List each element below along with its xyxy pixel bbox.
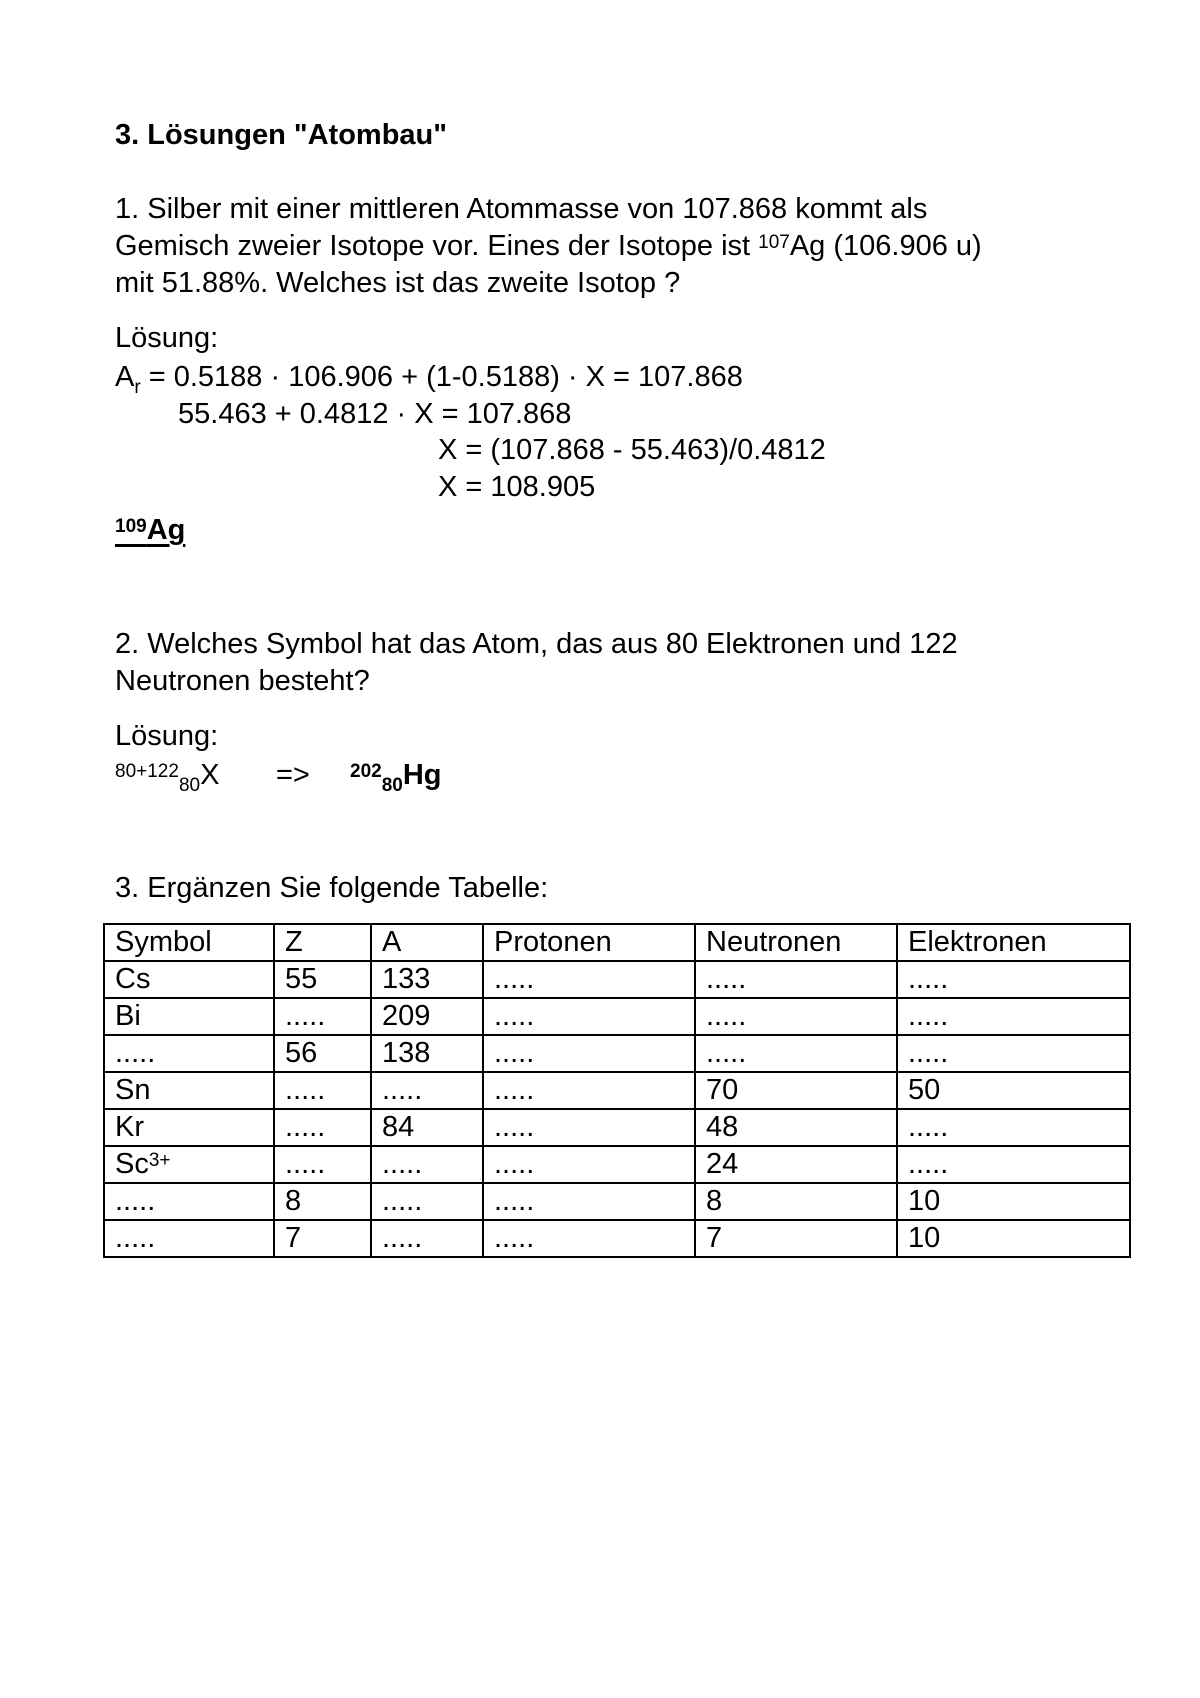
table-cell: 56	[274, 1035, 371, 1072]
table-cell: .....	[104, 1220, 274, 1257]
answer-2-expression	[115, 757, 219, 794]
arrow: =>	[276, 759, 310, 791]
header-cell: Protonen	[483, 924, 695, 961]
header-cell: A	[371, 924, 483, 961]
table-row	[104, 1220, 1130, 1257]
equation-2: 55.463 + 0.4812 · X = 107.868	[178, 398, 572, 430]
header-cell: Elektronen	[897, 924, 1130, 961]
question-3-prompt: 3. Ergänzen Sie folgende Tabelle:	[115, 872, 549, 904]
table-cell: 8	[274, 1183, 371, 1220]
answer-2-result	[350, 757, 442, 794]
equation-1-subscript: r	[134, 376, 141, 398]
table-row	[104, 961, 1130, 998]
table-cell: Kr	[104, 1109, 274, 1146]
table-cell: 209	[371, 998, 483, 1035]
table-cell: 50	[897, 1072, 1130, 1109]
table-cell: .....	[274, 1109, 371, 1146]
ion-charge: 3+	[148, 1150, 171, 1172]
table-cell: .....	[104, 1183, 274, 1220]
table-row	[104, 1035, 1130, 1072]
equation-1	[115, 359, 743, 396]
question-1-line-2-isotope: Ag (106.906 u)	[789, 230, 982, 262]
table-cell: 8	[695, 1183, 897, 1220]
table-cell: 48	[695, 1109, 897, 1146]
table-cell: .....	[274, 1146, 371, 1183]
question-1-line-2	[115, 228, 982, 265]
table-cell: .....	[483, 1035, 695, 1072]
table-cell: .....	[483, 1109, 695, 1146]
table-cell: 7	[695, 1220, 897, 1257]
equation-4: X = 108.905	[438, 471, 596, 503]
equation-3: X = (107.868 - 55.463)/0.4812	[438, 434, 826, 466]
table-cell: Sn	[104, 1072, 274, 1109]
table-cell: .....	[897, 1035, 1130, 1072]
expression-mass-number: 80+122	[115, 761, 179, 783]
expression-atomic-number: 80	[178, 774, 201, 796]
expression-symbol: X	[200, 759, 220, 791]
table-cell: .....	[483, 1183, 695, 1220]
table-cell: .....	[274, 998, 371, 1035]
table-cell: Bi	[104, 998, 274, 1035]
table-cell: .....	[274, 1072, 371, 1109]
table-cell: 55	[274, 961, 371, 998]
table-cell: 70	[695, 1072, 897, 1109]
header-cell: Symbol	[104, 924, 274, 961]
table-cell: Cs	[104, 961, 274, 998]
table-cell: 10	[897, 1183, 1130, 1220]
table-cell: 133	[371, 961, 483, 998]
table-cell: .....	[695, 998, 897, 1035]
table-cell: .....	[695, 961, 897, 998]
table-cell: .....	[897, 998, 1130, 1035]
table-cell: 7	[274, 1220, 371, 1257]
solution-label-2: Lösung:	[115, 720, 219, 752]
table-cell: .....	[483, 1220, 695, 1257]
solution-label-1: Lösung:	[115, 322, 219, 354]
isotope-table	[103, 923, 1131, 1258]
table-cell: .....	[897, 1146, 1130, 1183]
table-row	[104, 998, 1130, 1035]
table-cell: .....	[104, 1035, 274, 1072]
table-cell: .....	[483, 998, 695, 1035]
table-cell: .....	[371, 1146, 483, 1183]
table-row	[104, 1072, 1130, 1109]
table-cell: .....	[371, 1072, 483, 1109]
result-mass-number: 202	[350, 761, 382, 783]
answer-1-mass-number: 109	[115, 516, 147, 538]
table-cell: 84	[371, 1109, 483, 1146]
table-cell	[104, 1146, 274, 1183]
table-cell: .....	[897, 961, 1130, 998]
table-cell: 10	[897, 1220, 1130, 1257]
table-cell: .....	[695, 1035, 897, 1072]
answer-1	[115, 512, 185, 549]
table-cell: .....	[483, 1146, 695, 1183]
isotope-mass-number: 107	[758, 232, 790, 254]
question-2-line-1: 2. Welches Symbol hat das Atom, das aus 80 Elektronen und 122	[115, 628, 958, 660]
symbol-text: Sc	[115, 1148, 149, 1180]
equation-1-rest: = 0.5188 · 106.906 + (1-0.5188) · X = 107.868	[140, 361, 743, 393]
table-row	[104, 1146, 1130, 1183]
header-cell: Neutronen	[695, 924, 897, 961]
table-cell: .....	[371, 1183, 483, 1220]
result-symbol: Hg	[402, 759, 442, 791]
table-row	[104, 1183, 1130, 1220]
question-1-line-3: mit 51.88%. Welches ist das zweite Isotop ?	[115, 267, 681, 299]
table-cell: .....	[371, 1220, 483, 1257]
table-cell: .....	[483, 961, 695, 998]
header-cell: Z	[274, 924, 371, 961]
table-cell: 138	[371, 1035, 483, 1072]
result-atomic-number: 80	[381, 774, 403, 796]
equation-1-symbol: A	[115, 361, 135, 393]
table-header-row	[104, 924, 1130, 961]
table-cell: .....	[897, 1109, 1130, 1146]
table-row	[104, 1109, 1130, 1146]
question-1-line-2-text: Gemisch zweier Isotope vor. Eines der Isotope ist	[115, 230, 759, 262]
page-title: 3. Lösungen "Atombau"	[115, 119, 447, 151]
table-cell: .....	[483, 1072, 695, 1109]
answer-1-symbol: Ag	[146, 514, 186, 546]
question-2-line-2: Neutronen besteht?	[115, 665, 370, 697]
table-cell: 24	[695, 1146, 897, 1183]
question-1-line-1: 1. Silber mit einer mittleren Atommasse von 107.868 kommt als	[115, 193, 928, 225]
